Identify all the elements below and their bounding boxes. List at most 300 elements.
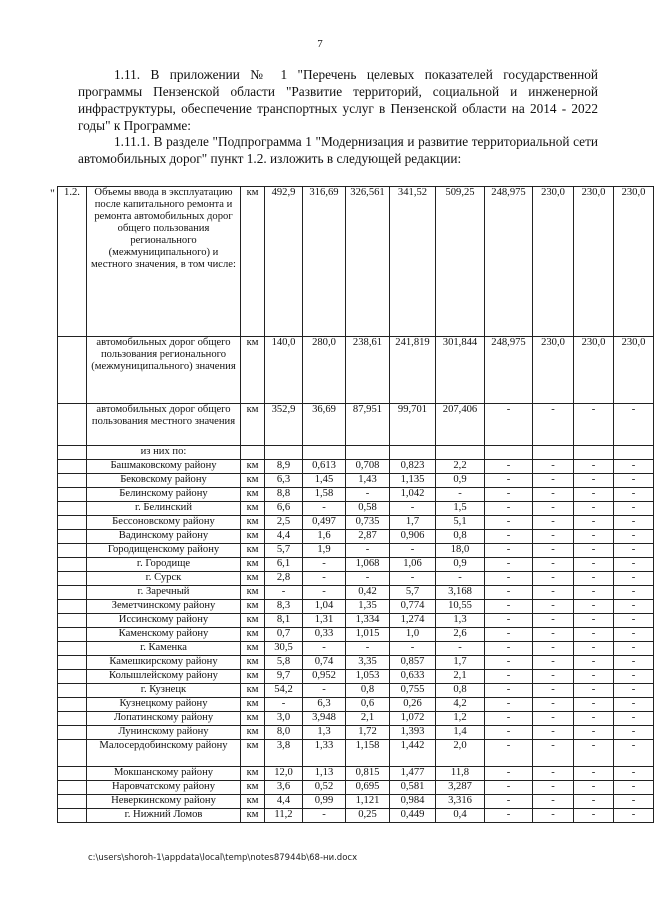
value-cell: 1,477 [390,767,436,781]
value-cell: - [574,698,614,712]
value-cell: 2,5 [265,516,303,530]
value-cell: 1,31 [303,614,346,628]
value-cell: - [533,795,574,809]
row-number-cell [58,488,87,502]
value-cell: 1,43 [346,474,390,488]
unit-cell: км [241,460,265,474]
value-cell: 1,068 [346,558,390,572]
value-cell: - [574,404,614,446]
value-cell: - [574,544,614,558]
unit-cell: км [241,586,265,600]
value-cell [346,446,390,460]
value-cell: 0,6 [346,698,390,712]
value-cell: - [614,558,654,572]
value-cell: 230,0 [533,337,574,404]
value-cell: 87,951 [346,404,390,446]
value-cell: - [485,740,533,767]
row-number-cell [58,404,87,446]
indicator-name-cell: г. Кузнецк [87,684,241,698]
value-cell: 0,774 [390,600,436,614]
value-cell: - [614,572,654,586]
indicator-name-cell: г. Каменка [87,642,241,656]
value-cell: 0,9 [436,558,485,572]
value-cell: - [485,781,533,795]
value-cell: 1,072 [390,712,436,726]
row-number-cell [58,809,87,823]
table-row [58,404,654,446]
value-cell: 0,613 [303,460,346,474]
value-cell: 1,6 [303,530,346,544]
table-row [58,795,654,809]
value-cell: 509,25 [436,187,485,337]
value-cell: 54,2 [265,684,303,698]
row-number-cell [58,337,87,404]
value-cell: 207,406 [436,404,485,446]
value-cell: - [574,642,614,656]
value-cell: - [574,488,614,502]
value-cell: 2,2 [436,460,485,474]
value-cell: - [485,460,533,474]
indicator-name-cell: г. Белинский [87,502,241,516]
value-cell: - [574,684,614,698]
value-cell: 316,69 [303,187,346,337]
value-cell: - [390,502,436,516]
row-number-cell [58,530,87,544]
value-cell: - [614,712,654,726]
value-cell: - [485,572,533,586]
value-cell: 230,0 [574,187,614,337]
value-cell: 0,99 [303,795,346,809]
value-cell: 326,561 [346,187,390,337]
value-cell: 9,7 [265,670,303,684]
value-cell: - [485,809,533,823]
table-row [58,740,654,767]
table-row [58,460,654,474]
value-cell: 1,2 [436,712,485,726]
value-cell: - [614,488,654,502]
table-row [58,712,654,726]
indicator-name-cell: автомобильных дорог общего пользования регионального (межмуниципального) значения [87,337,241,404]
value-cell: - [485,656,533,670]
indicator-name-cell: Бессоновскому району [87,516,241,530]
value-cell: 241,819 [390,337,436,404]
value-cell: - [533,530,574,544]
value-cell: - [303,809,346,823]
row-number-cell [58,670,87,684]
value-cell: 0,633 [390,670,436,684]
value-cell: - [614,767,654,781]
row-number-cell [58,446,87,460]
unit-cell: км [241,337,265,404]
value-cell: 140,0 [265,337,303,404]
value-cell: - [614,474,654,488]
value-cell: 5,7 [265,544,303,558]
value-cell: - [614,684,654,698]
value-cell: - [533,781,574,795]
value-cell: 11,8 [436,767,485,781]
value-cell: 2,1 [346,712,390,726]
value-cell: - [533,670,574,684]
value-cell: - [485,404,533,446]
value-cell: 1,442 [390,740,436,767]
indicator-name-cell: г. Заречный [87,586,241,600]
value-cell: - [574,656,614,670]
value-cell: 1,0 [390,628,436,642]
value-cell: - [574,474,614,488]
value-cell: 3,35 [346,656,390,670]
value-cell: - [574,809,614,823]
indicator-name-cell: Малосердобинскому району [87,740,241,767]
value-cell: - [303,642,346,656]
value-cell: - [485,670,533,684]
indicator-name-cell: Городищенскому району [87,544,241,558]
unit-cell: км [241,558,265,572]
value-cell: - [485,488,533,502]
table-row [58,809,654,823]
unit-cell: км [241,614,265,628]
value-cell: 230,0 [614,337,654,404]
value-cell: - [533,740,574,767]
value-cell: - [574,586,614,600]
value-cell: 0,815 [346,767,390,781]
unit-cell: км [241,712,265,726]
value-cell: - [485,767,533,781]
value-cell: 248,975 [485,337,533,404]
value-cell: - [485,795,533,809]
opening-quote-mark: " [50,186,55,200]
unit-cell: км [241,795,265,809]
value-cell: 0,708 [346,460,390,474]
value-cell: - [436,642,485,656]
value-cell: 341,52 [390,187,436,337]
unit-cell: км [241,740,265,767]
value-cell: - [533,656,574,670]
row-number-cell [58,726,87,740]
value-cell: 0,52 [303,781,346,795]
indicator-name-cell: Лопатинскому району [87,712,241,726]
table-row [58,558,654,572]
unit-cell: км [241,656,265,670]
value-cell: 1,04 [303,600,346,614]
value-cell: 1,7 [390,516,436,530]
value-cell: 6,6 [265,502,303,516]
indicator-name-cell: Иссинскому району [87,614,241,628]
value-cell: 230,0 [533,187,574,337]
value-cell: - [390,642,436,656]
unit-cell: км [241,187,265,337]
value-cell: - [533,558,574,572]
row-number-cell [58,558,87,572]
value-cell: 230,0 [614,187,654,337]
value-cell: - [485,544,533,558]
unit-cell: км [241,684,265,698]
value-cell: - [346,488,390,502]
value-cell: 11,2 [265,809,303,823]
row-number-cell [58,656,87,670]
value-cell: 4,4 [265,795,303,809]
value-cell: 1,3 [436,614,485,628]
table-row [58,656,654,670]
value-cell [303,446,346,460]
value-cell: - [485,698,533,712]
unit-cell: км [241,809,265,823]
value-cell: - [614,656,654,670]
row-number-cell [58,628,87,642]
value-cell: - [574,614,614,628]
value-cell: 1,3 [303,726,346,740]
row-number-cell [58,502,87,516]
unit-cell: км [241,767,265,781]
value-cell: - [265,698,303,712]
value-cell: - [485,586,533,600]
value-cell: 2,8 [265,572,303,586]
value-cell: 280,0 [303,337,346,404]
value-cell: - [574,726,614,740]
value-cell: 0,735 [346,516,390,530]
value-cell: 0,857 [390,656,436,670]
value-cell: - [614,600,654,614]
value-cell: 5,1 [436,516,485,530]
value-cell: 1,13 [303,767,346,781]
value-cell: 1,274 [390,614,436,628]
value-cell: 3,948 [303,712,346,726]
value-cell: 0,8 [436,684,485,698]
value-cell: 3,0 [265,712,303,726]
value-cell: - [574,600,614,614]
value-cell: 1,5 [436,502,485,516]
value-cell [574,446,614,460]
value-cell: - [303,586,346,600]
table-row [58,628,654,642]
indicator-name-cell: Камешкирскому району [87,656,241,670]
table-row [58,572,654,586]
value-cell: - [574,558,614,572]
value-cell: - [533,586,574,600]
indicator-name-cell: г. Нижний Ломов [87,809,241,823]
value-cell: - [533,684,574,698]
indicator-name-cell: Наровчатскому району [87,781,241,795]
indicators-table [57,186,654,823]
value-cell: - [303,572,346,586]
value-cell: - [346,544,390,558]
value-cell: - [614,530,654,544]
unit-cell: км [241,628,265,642]
value-cell: - [485,502,533,516]
indicator-name-cell: г. Городище [87,558,241,572]
table-row [58,614,654,628]
value-cell: 0,74 [303,656,346,670]
paragraph-amendment-subsection: 1.11.1. В разделе "Подпрограмма 1 "Модернизация и развитие территориальной сети автомобильных дорог" пункт 1.2. изложить в следующей редакции: [78,134,598,166]
value-cell: - [533,698,574,712]
value-cell: - [485,558,533,572]
unit-cell: км [241,781,265,795]
value-cell: - [533,460,574,474]
value-cell: - [614,614,654,628]
value-cell: 1,7 [436,656,485,670]
row-number-cell [58,572,87,586]
table-row [58,488,654,502]
unit-cell: км [241,572,265,586]
indicator-name-cell: Вадинскому району [87,530,241,544]
unit-cell: км [241,698,265,712]
indicator-name-cell: автомобильных дорог общего пользования местного значения [87,404,241,446]
value-cell: - [614,809,654,823]
value-cell: - [485,614,533,628]
unit-cell: км [241,404,265,446]
unit-cell: км [241,488,265,502]
value-cell: - [574,781,614,795]
value-cell: - [533,502,574,516]
row-number-cell [58,698,87,712]
value-cell: - [614,642,654,656]
value-cell: 1,58 [303,488,346,502]
value-cell [485,446,533,460]
value-cell: - [533,712,574,726]
value-cell: - [390,544,436,558]
value-cell: 238,61 [346,337,390,404]
table-body [58,187,654,823]
value-cell: - [574,767,614,781]
row-number-cell [58,474,87,488]
row-number-cell [58,642,87,656]
value-cell: - [614,628,654,642]
value-cell: - [574,740,614,767]
unit-cell: км [241,726,265,740]
indicator-name-cell: Каменскому району [87,628,241,642]
table-row [58,600,654,614]
value-cell: - [485,474,533,488]
value-cell: - [303,558,346,572]
table-row [58,337,654,404]
value-cell: - [574,516,614,530]
row-number-cell [58,614,87,628]
value-cell: - [614,404,654,446]
value-cell: 0,984 [390,795,436,809]
indicator-name-cell: Неверкинскому району [87,795,241,809]
value-cell: - [533,767,574,781]
row-number-cell [58,795,87,809]
value-cell: 3,316 [436,795,485,809]
value-cell: - [485,684,533,698]
value-cell: - [346,572,390,586]
value-cell: 4,4 [265,530,303,544]
value-cell: 0,33 [303,628,346,642]
unit-cell: км [241,544,265,558]
value-cell: 8,3 [265,600,303,614]
value-cell: 1,06 [390,558,436,572]
indicator-name-cell: г. Сурск [87,572,241,586]
row-number-cell [58,544,87,558]
value-cell: 3,287 [436,781,485,795]
indicator-name-cell: Колышлейскому району [87,670,241,684]
value-cell: 8,9 [265,460,303,474]
unit-cell: км [241,502,265,516]
table-row [58,474,654,488]
value-cell: - [574,502,614,516]
value-cell: - [303,502,346,516]
value-cell: 230,0 [574,337,614,404]
value-cell: - [574,670,614,684]
value-cell: - [533,809,574,823]
value-cell: 1,135 [390,474,436,488]
value-cell: 18,0 [436,544,485,558]
value-cell: 10,55 [436,600,485,614]
row-number-cell [58,767,87,781]
row-number-cell [58,460,87,474]
value-cell: 6,3 [265,474,303,488]
unit-cell: км [241,670,265,684]
value-cell: - [614,544,654,558]
value-cell: 492,9 [265,187,303,337]
value-cell: - [485,516,533,530]
value-cell [614,446,654,460]
indicator-name-cell: Мокшанскому району [87,767,241,781]
value-cell [436,446,485,460]
value-cell: - [346,642,390,656]
indicator-name-cell: Башмаковскому району [87,460,241,474]
value-cell: - [436,488,485,502]
table-row [58,781,654,795]
value-cell: 6,1 [265,558,303,572]
row-number-cell [58,712,87,726]
value-cell: - [485,726,533,740]
value-cell: 0,497 [303,516,346,530]
value-cell: - [485,642,533,656]
value-cell: 301,844 [436,337,485,404]
value-cell: 3,6 [265,781,303,795]
value-cell: 1,33 [303,740,346,767]
unit-cell [241,446,265,460]
unit-cell: км [241,600,265,614]
value-cell: 1,72 [346,726,390,740]
table-row [58,586,654,600]
value-cell: 6,3 [303,698,346,712]
row-number-cell [58,516,87,530]
value-cell: 3,168 [436,586,485,600]
value-cell: 4,2 [436,698,485,712]
value-cell: - [614,586,654,600]
unit-cell: км [241,516,265,530]
value-cell: - [614,502,654,516]
value-cell: - [574,460,614,474]
paragraph-amendment-intro: 1.11. В приложении № 1 "Перечень целевых показателей государственной программы Пензенской области "Развитие территорий, социальной и инженерной инфраструктуры, обеспечение транспортных услуг в Пензенской области на 2014 - 2022 годы" к Программе: [78,67,598,133]
value-cell: 1,121 [346,795,390,809]
value-cell: 1,4 [436,726,485,740]
table-row [58,684,654,698]
value-cell: 1,334 [346,614,390,628]
value-cell: - [614,698,654,712]
value-cell: - [485,712,533,726]
table-row [58,502,654,516]
value-cell: - [614,670,654,684]
value-cell: - [436,572,485,586]
unit-cell: км [241,530,265,544]
value-cell: 8,8 [265,488,303,502]
value-cell: 0,7 [265,628,303,642]
row-number-cell [58,740,87,767]
value-cell: 0,58 [346,502,390,516]
value-cell: 2,1 [436,670,485,684]
value-cell: - [574,572,614,586]
value-cell: 0,952 [303,670,346,684]
value-cell: - [533,516,574,530]
value-cell: 12,0 [265,767,303,781]
value-cell: 2,6 [436,628,485,642]
value-cell: - [614,740,654,767]
value-cell: 0,449 [390,809,436,823]
value-cell: 5,7 [390,586,436,600]
table-row [58,642,654,656]
